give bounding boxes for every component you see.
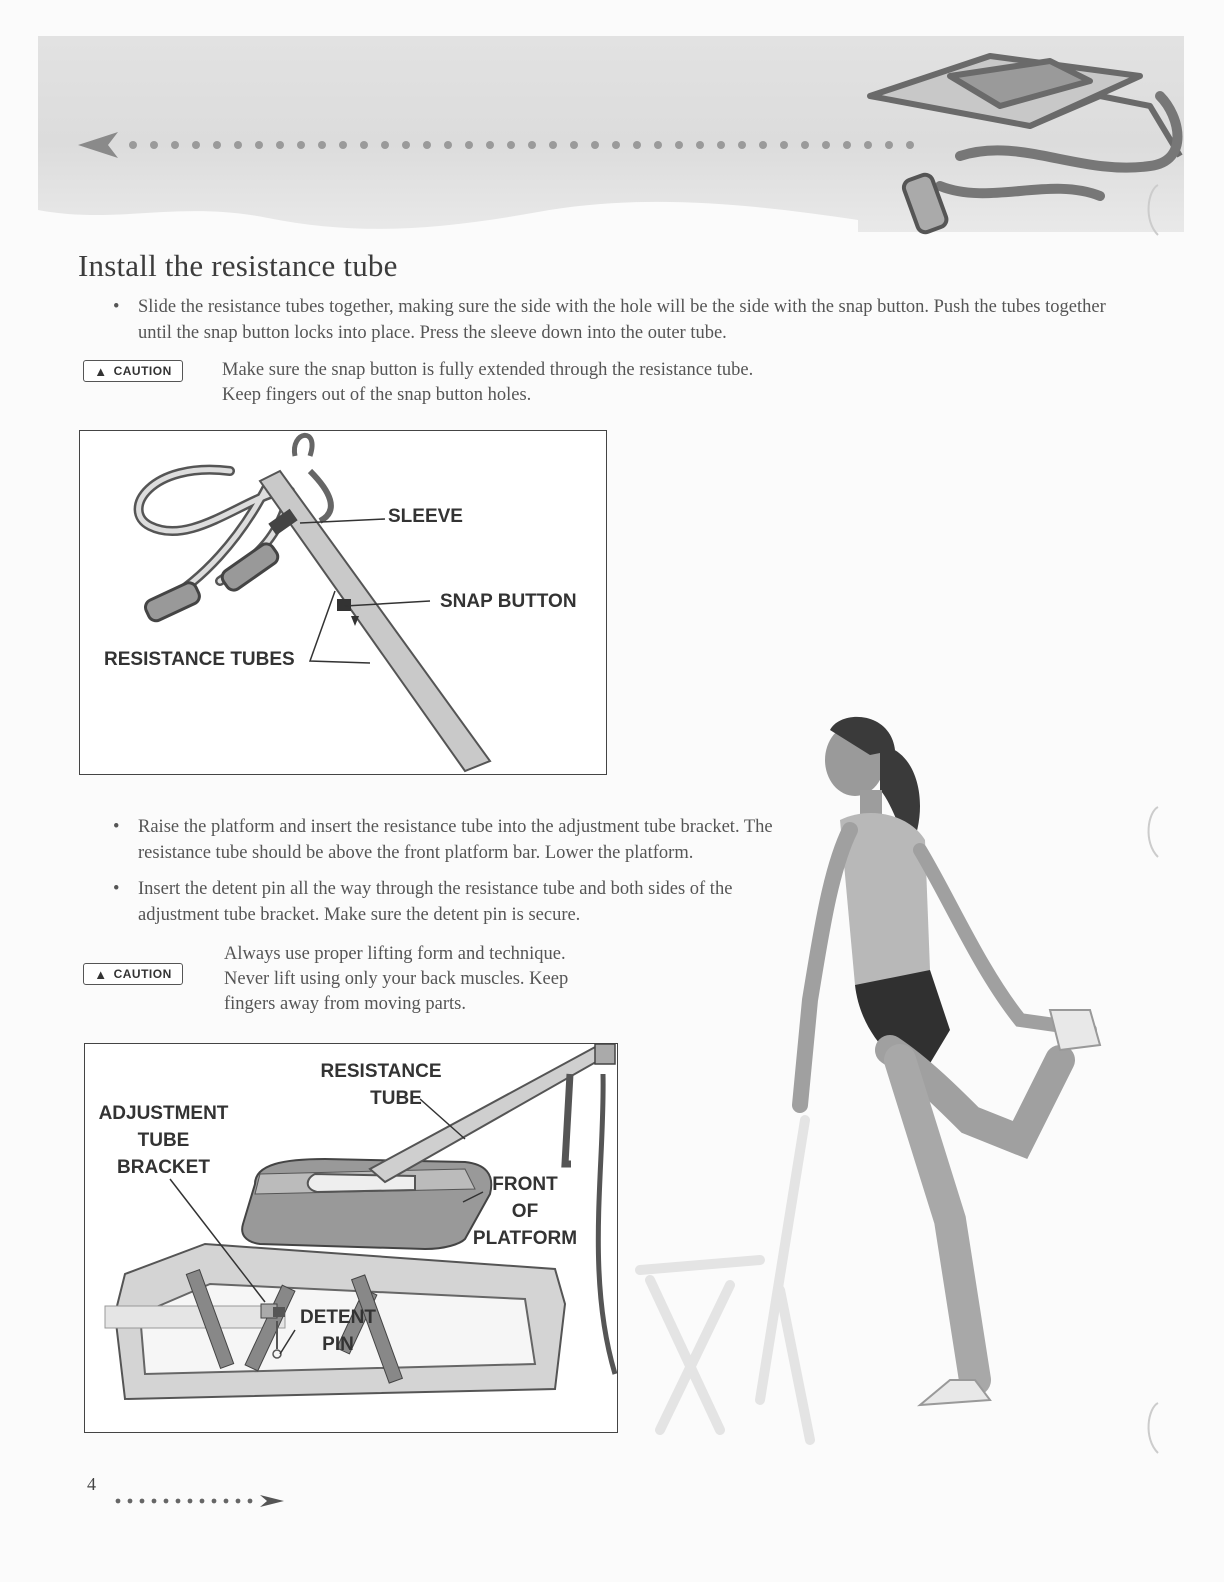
caution-note-1: [222, 358, 922, 408]
label-resistance-tube: [311, 1058, 451, 1112]
bullet-marker: •: [113, 297, 120, 317]
caution-line: Make sure the snap button is fully extended through the resistance tube.: [222, 360, 754, 380]
caution-badge: [83, 360, 183, 382]
chair-illustration: [640, 1120, 810, 1440]
instruction-text: Raise the platform and insert the resistance tube into the adjustment tube bracket. The resistance tube should be above the front platform bar. Lower the platform.: [138, 817, 773, 863]
footer-dotted-arrow-icon: [112, 1491, 287, 1511]
bullet-marker: •: [113, 817, 120, 837]
binder-hole-mark: [1118, 1398, 1162, 1458]
warning-triangle-icon: ▲: [94, 363, 108, 379]
label-line: OF: [511, 1201, 539, 1222]
caution-badge: [83, 963, 183, 985]
label-sleeve: SLEEVE: [388, 506, 463, 527]
banner-dotted-arrow-icon: [78, 128, 918, 162]
caution-note-2: [224, 942, 644, 1017]
instruction-text: Slide the resistance tubes together, making sure the side with the hole will be the side with the snap button. Push the tubes together until the snap button locks into place. Press the sleeve down into the outer tube.: [138, 297, 1106, 343]
caution-line: fingers away from moving parts.: [224, 994, 466, 1014]
figure-resistance-tubes: [79, 430, 607, 775]
caution-line: Keep fingers out of the snap button holes.: [222, 385, 532, 405]
label-line: DETENT: [300, 1307, 376, 1328]
warning-triangle-icon: ▲: [94, 966, 108, 982]
label-line: TUBE: [370, 1088, 422, 1109]
label-line: TUBE: [137, 1130, 190, 1151]
label-front-of-platform: [469, 1171, 581, 1252]
caution-label: CAUTION: [113, 967, 172, 981]
label-line: BRACKET: [117, 1157, 210, 1178]
label-line: PIN: [322, 1334, 354, 1355]
page-number: 4: [87, 1474, 96, 1494]
label-detent-pin: [293, 1304, 383, 1358]
instruction-text: Insert the detent pin all the way through the resistance tube and both sides of the adjustment tube bracket. Make sure the detent pin is secure.: [138, 879, 733, 925]
instruction-bullet-1: [113, 294, 1138, 346]
label-line: ADJUSTMENT: [98, 1103, 229, 1124]
figure-platform-assembly: [84, 1043, 618, 1433]
binder-hole-mark: [1118, 802, 1162, 862]
label-adjustment-tube-bracket: [91, 1100, 236, 1181]
caution-label: CAUTION: [113, 364, 172, 378]
label-line: RESISTANCE: [320, 1061, 442, 1082]
label-line: PLATFORM: [472, 1228, 578, 1249]
woman-stretching-photo: [620, 700, 1180, 1480]
caution-line: Always use proper lifting form and technique.: [224, 944, 566, 964]
label-resistance-tubes: RESISTANCE TUBES: [104, 649, 295, 670]
section-title: Install the resistance tube: [78, 248, 398, 283]
caution-line: Never lift using only your back muscles. Keep: [224, 969, 569, 989]
binder-hole-mark: [1118, 180, 1162, 240]
label-snap-button: SNAP BUTTON: [440, 591, 577, 612]
label-line: FRONT: [492, 1174, 558, 1195]
bullet-marker: •: [113, 879, 120, 899]
